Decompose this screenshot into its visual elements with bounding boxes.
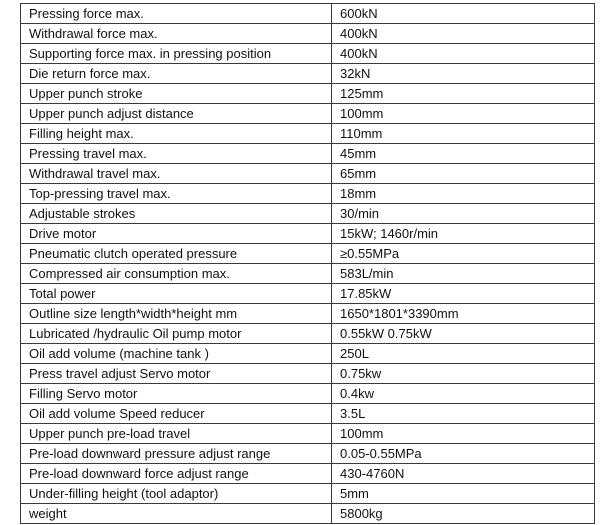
parameter-cell: Adjustable strokes bbox=[21, 204, 332, 224]
table-row bbox=[21, 44, 595, 64]
value-cell: ≥0.55MPa bbox=[332, 244, 595, 264]
value-cell: 400kN bbox=[332, 24, 595, 44]
table-row bbox=[21, 404, 595, 424]
value-cell: 1650*1801*3390mm bbox=[332, 304, 595, 324]
table-row bbox=[21, 344, 595, 364]
table-row bbox=[21, 124, 595, 144]
parameter-cell: Pre-load downward pressure adjust range bbox=[21, 444, 332, 464]
table-row bbox=[21, 324, 595, 344]
specification-table bbox=[20, 3, 595, 524]
table-row bbox=[21, 384, 595, 404]
value-cell: 430-4760N bbox=[332, 464, 595, 484]
parameter-cell: Press travel adjust Servo motor bbox=[21, 364, 332, 384]
value-cell: 0.05-0.55MPa bbox=[332, 444, 595, 464]
table-row bbox=[21, 444, 595, 464]
value-cell: 5mm bbox=[332, 484, 595, 504]
value-cell: 110mm bbox=[332, 124, 595, 144]
parameter-cell: Filling Servo motor bbox=[21, 384, 332, 404]
value-cell: 400kN bbox=[332, 44, 595, 64]
parameter-cell: Under-filling height (tool adaptor) bbox=[21, 484, 332, 504]
value-cell: 250L bbox=[332, 344, 595, 364]
parameter-cell: weight bbox=[21, 504, 332, 524]
table-row bbox=[21, 4, 595, 24]
table-row bbox=[21, 64, 595, 84]
parameter-cell: Compressed air consumption max. bbox=[21, 264, 332, 284]
parameter-cell: Lubricated /hydraulic Oil pump motor bbox=[21, 324, 332, 344]
parameter-cell: Pre-load downward force adjust range bbox=[21, 464, 332, 484]
value-cell: 30/min bbox=[332, 204, 595, 224]
parameter-cell: Outline size length*width*height mm bbox=[21, 304, 332, 324]
value-cell: 600kN bbox=[332, 4, 595, 24]
value-cell: 45mm bbox=[332, 144, 595, 164]
parameter-cell: Total power bbox=[21, 284, 332, 304]
parameter-cell: Pressing force max. bbox=[21, 4, 332, 24]
table-row bbox=[21, 244, 595, 264]
value-cell: 5800kg bbox=[332, 504, 595, 524]
table-row bbox=[21, 424, 595, 444]
table-row bbox=[21, 284, 595, 304]
parameter-cell: Supporting force max. in pressing position bbox=[21, 44, 332, 64]
table-row bbox=[21, 464, 595, 484]
table-row bbox=[21, 24, 595, 44]
table-row bbox=[21, 204, 595, 224]
table-row bbox=[21, 84, 595, 104]
table-row bbox=[21, 104, 595, 124]
table-row bbox=[21, 144, 595, 164]
value-cell: 0.4kw bbox=[332, 384, 595, 404]
value-cell: 0.75kw bbox=[332, 364, 595, 384]
parameter-cell: Upper punch adjust distance bbox=[21, 104, 332, 124]
value-cell: 3.5L bbox=[332, 404, 595, 424]
value-cell: 583L/min bbox=[332, 264, 595, 284]
table-row bbox=[21, 364, 595, 384]
specification-table-body bbox=[21, 4, 595, 524]
value-cell: 15kW; 1460r/min bbox=[332, 224, 595, 244]
table-row bbox=[21, 164, 595, 184]
parameter-cell: Drive motor bbox=[21, 224, 332, 244]
value-cell: 100mm bbox=[332, 104, 595, 124]
parameter-cell: Pneumatic clutch operated pressure bbox=[21, 244, 332, 264]
value-cell: 100mm bbox=[332, 424, 595, 444]
value-cell: 18mm bbox=[332, 184, 595, 204]
parameter-cell: Top-pressing travel max. bbox=[21, 184, 332, 204]
parameter-cell: Filling height max. bbox=[21, 124, 332, 144]
table-row bbox=[21, 304, 595, 324]
value-cell: 32kN bbox=[332, 64, 595, 84]
value-cell: 125mm bbox=[332, 84, 595, 104]
parameter-cell: Oil add volume Speed reducer bbox=[21, 404, 332, 424]
parameter-cell: Upper punch pre-load travel bbox=[21, 424, 332, 444]
parameter-cell: Oil add volume (machine tank ) bbox=[21, 344, 332, 364]
parameter-cell: Withdrawal force max. bbox=[21, 24, 332, 44]
value-cell: 0.55kW 0.75kW bbox=[332, 324, 595, 344]
parameter-cell: Upper punch stroke bbox=[21, 84, 332, 104]
parameter-cell: Withdrawal travel max. bbox=[21, 164, 332, 184]
table-row bbox=[21, 504, 595, 524]
table-row bbox=[21, 224, 595, 244]
table-row bbox=[21, 484, 595, 504]
table-row bbox=[21, 264, 595, 284]
parameter-cell: Pressing travel max. bbox=[21, 144, 332, 164]
parameter-cell: Die return force max. bbox=[21, 64, 332, 84]
value-cell: 65mm bbox=[332, 164, 595, 184]
value-cell: 17.85kW bbox=[332, 284, 595, 304]
table-row bbox=[21, 184, 595, 204]
